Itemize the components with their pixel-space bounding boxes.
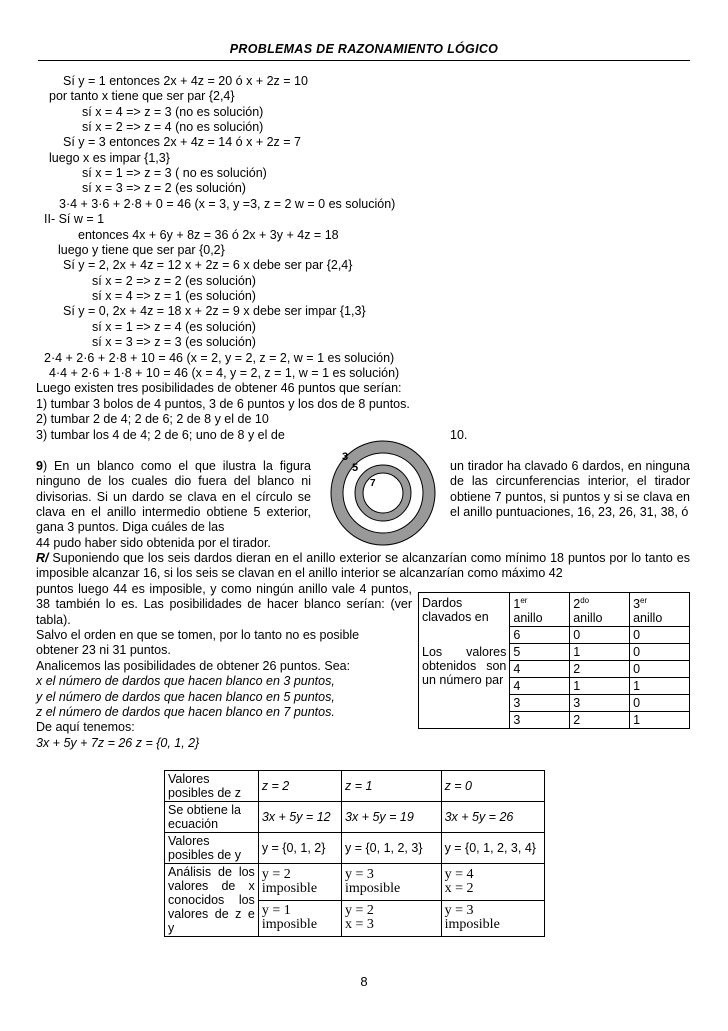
answer-left-text: puntos luego 44 es imposible, y como ningún anillo vale 4 puntos, 38 también lo es. Las posibilidades de hacer blanco serían: (ver tabla). bbox=[36, 582, 412, 627]
table-cell: 3 bbox=[510, 712, 570, 729]
problem9-last-line: 44 pudo haber sido obtenida por el tirador. bbox=[36, 536, 271, 550]
inner-circle bbox=[363, 473, 403, 513]
text-line: sí x = 3 => z = 3 (es solución) bbox=[92, 335, 256, 349]
text-line: por tanto x tiene que ser par {2,4} bbox=[49, 89, 235, 103]
text-line: 2) tumbar 2 de 4; 2 de 6; 2 de 8 y el de 10 bbox=[36, 412, 269, 426]
table-cell: 2 bbox=[570, 661, 630, 678]
text-line: 3·4 + 3·6 + 2·8 + 0 = 46 (x = 3, y =3, z = 2 w = 0 es solución) bbox=[59, 197, 396, 211]
table-cell: 1 bbox=[570, 678, 630, 695]
text-line: sí x = 3 => z = 2 (es solución) bbox=[82, 181, 246, 195]
answer-label: R/ bbox=[36, 551, 49, 565]
row-label: Valores posibles de z bbox=[165, 771, 259, 802]
text-line: z el número de dardos que hacen blanco en 7 puntos. bbox=[36, 705, 335, 719]
text-line: Sí y = 3 entonces 2x + 4z = 14 ó x + 2z = 7 bbox=[63, 135, 302, 149]
table-cell: 0 bbox=[630, 661, 690, 678]
col-header-3: 3er anillo bbox=[630, 593, 690, 627]
problem9-left bbox=[36, 459, 311, 535]
darts-table bbox=[418, 592, 690, 729]
text-line: sí x = 1 => z = 3 ( no es solución) bbox=[82, 166, 267, 180]
col-header-2: $2^{do}$ anillo bbox=[570, 593, 630, 627]
table-cell: y = 2 x = 3 bbox=[342, 900, 442, 937]
table-cell: 3x + 5y = 19 bbox=[342, 802, 442, 833]
table-cell: y = 4 x = 2 bbox=[441, 864, 544, 901]
text-line: 10. bbox=[450, 428, 468, 442]
table-cell: 3x + 5y = 26 bbox=[441, 802, 544, 833]
answer-text: Suponiendo que los seis dardos dieran en el anillo exterior se alcanzarían como mínimo 18 puntos por lo tanto es imposible alcanzar 16, si los seis se clavan en el anillo interior se alcanzarían como máximo 42 bbox=[36, 551, 690, 581]
table-cell: 4 bbox=[510, 661, 570, 678]
table-cell: y = 3 imposible bbox=[441, 900, 544, 937]
text-line: luego x es impar {1,3} bbox=[49, 151, 170, 165]
table-cell: z = 0 bbox=[441, 771, 544, 802]
text-line: 2·4 + 2·6 + 2·8 + 10 = 46 (x = 2, y = 2, z = 2, w = 1 es solución) bbox=[44, 351, 395, 365]
table-cell: z = 2 bbox=[258, 771, 341, 802]
table-cell: 0 bbox=[570, 627, 630, 644]
inner-value: 7 bbox=[370, 478, 376, 489]
table-cell: z = 1 bbox=[342, 771, 442, 802]
text-line: Sí y = 0, 2x + 4z = 18 x + 2z = 9 x debe ser impar {1,3} bbox=[63, 304, 366, 318]
text-line: luego y tiene que ser par {0,2} bbox=[58, 243, 225, 257]
text-line: Sí y = 1 entonces 2x + 4z = 20 ó x + 2z = 10 bbox=[63, 74, 308, 88]
target-figure bbox=[328, 438, 438, 548]
header-rule bbox=[38, 60, 690, 61]
darts-header-label: Dardos clavados en bbox=[419, 593, 510, 627]
text-line: Sí y = 2, 2x + 4z = 12 x + 2z = 6 x debe ser par {2,4} bbox=[63, 258, 353, 272]
text-line: sí x = 4 => z = 3 (no es solución) bbox=[82, 105, 264, 119]
row-label: Valores posibles de y bbox=[165, 833, 259, 864]
table-cell: 0 bbox=[630, 695, 690, 712]
text-line: 3) tumbar los 4 de 4; 2 de 6; uno de 8 y el de bbox=[36, 428, 285, 442]
table-cell: 3 bbox=[510, 695, 570, 712]
text-line: sí x = 4 => z = 1 (es solución) bbox=[92, 289, 256, 303]
table-cell: 5 bbox=[510, 644, 570, 661]
middle-value: 5 bbox=[352, 462, 359, 474]
table-cell: y = 2 imposible bbox=[258, 864, 341, 901]
table-cell: 4 bbox=[510, 678, 570, 695]
table-cell: 1 bbox=[570, 644, 630, 661]
table-cell: 1 bbox=[630, 712, 690, 729]
text-line: De aquí tenemos: bbox=[36, 720, 135, 734]
outer-value: 3 bbox=[342, 451, 349, 463]
text-line: Luego existen tres posibilidades de obtener 46 puntos que serían: bbox=[36, 381, 402, 395]
darts-side-label: Los valores obtenidos son un número par bbox=[419, 627, 510, 729]
table-cell: y = 1 imposible bbox=[258, 900, 341, 937]
text-line: obtener 23 ni 31 puntos. bbox=[36, 643, 171, 657]
analysis-table bbox=[164, 770, 545, 937]
table-cell: 2 bbox=[570, 712, 630, 729]
text-line: sí x = 2 => z = 2 (es solución) bbox=[92, 274, 256, 288]
row-label: Análisis de los valores de x conocidos los valores de z e y bbox=[165, 864, 259, 937]
text-line: Analicemos las posibilidades de obtener 26 puntos. Sea: bbox=[36, 659, 351, 673]
text-line: 1) tumbar 3 bolos de 4 puntos, 3 de 6 puntos y los dos de 8 puntos. bbox=[36, 397, 410, 411]
table-cell: y = 3 imposible bbox=[342, 864, 442, 901]
table-cell: y = {0, 1, 2} bbox=[258, 833, 341, 864]
table-cell: 1 bbox=[630, 678, 690, 695]
text-line: sí x = 2 => z = 4 (no es solución) bbox=[82, 120, 264, 134]
text-line: Salvo el orden en que se tomen, por lo tanto no es posible bbox=[36, 628, 360, 642]
row-label: Se obtiene la ecuación bbox=[165, 802, 259, 833]
table-cell: 6 bbox=[510, 627, 570, 644]
text-line: y el número de dardos que hacen blanco en 5 puntos, bbox=[36, 690, 335, 704]
page-header: PROBLEMAS DE RAZONAMIENTO LÓGICO bbox=[229, 42, 499, 56]
text-line: 3x + 5y + 7z = 26 z = {0, 1, 2} bbox=[36, 736, 200, 750]
text-line: 4·4 + 2·6 + 1·8 + 10 = 46 (x = 4, y = 2, z = 1, w = 1 es solución) bbox=[49, 366, 400, 380]
table-cell: y = {0, 1, 2, 3, 4} bbox=[441, 833, 544, 864]
table-cell: 0 bbox=[630, 644, 690, 661]
col-header-1: 1er anillo bbox=[510, 593, 570, 627]
problem9-left-text: ) En un blanco como el que ilustra la figura ninguno de los cuales dio fuera del blanco ni divisorias. Si un dardo se clava en el círculo se clava en el anillo intermedio obtiene 5 exterior, gana 3 puntos. Diga cuáles de las bbox=[36, 459, 311, 535]
text-line: entonces 4x + 6y + 8z = 36 ó 2x + 3y + 4z = 18 bbox=[78, 228, 339, 242]
table-cell: 0 bbox=[630, 627, 690, 644]
text-line: x el número de dardos que hacen blanco en 3 puntos, bbox=[36, 674, 335, 688]
page-number: 8 bbox=[360, 974, 368, 989]
text-line: sí x = 1 => z = 4 (es solución) bbox=[92, 320, 256, 334]
problem-number: 9 bbox=[36, 459, 43, 473]
text-line: II- Sí w = 1 bbox=[44, 212, 105, 226]
table-cell: 3x + 5y = 12 bbox=[258, 802, 341, 833]
problem9-right: un tirador ha clavado 6 dardos, en ninguna de las circunferencias interior, el tirador obtiene 7 puntos, si puntos y si se clava en el anillo puntuaciones, 16, 23, 26, 31, 38, ó bbox=[450, 459, 690, 519]
table-cell: y = {0, 1, 2, 3} bbox=[342, 833, 442, 864]
answer-paragraph bbox=[36, 551, 690, 582]
table-cell: 3 bbox=[570, 695, 630, 712]
